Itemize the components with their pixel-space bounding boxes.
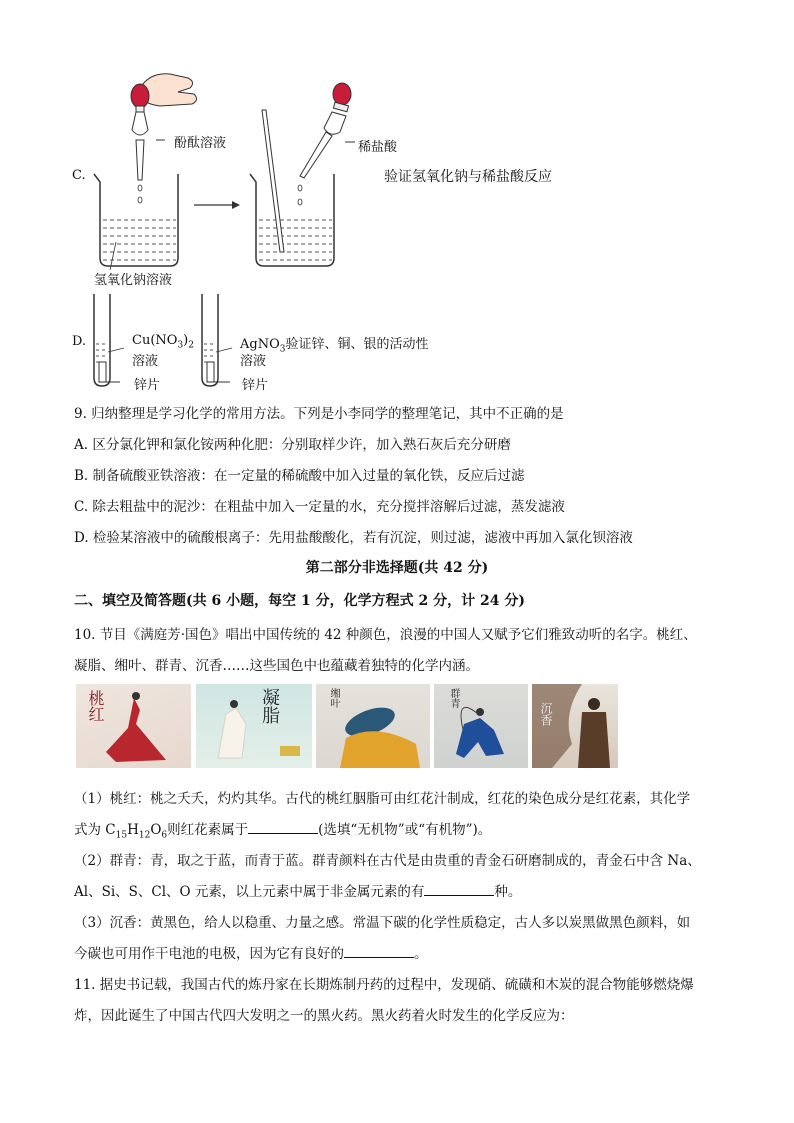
- photo-taohong: 桃红: [76, 684, 191, 768]
- photo-ningzhi: 凝脂: [196, 684, 312, 768]
- answer-blank-2[interactable]: [424, 883, 494, 896]
- tube1-solution-word: 溶液: [132, 354, 159, 369]
- q9-option-c: C. 除去粗盐中的泥沙：在粗盐中加入一定量的水，充分搅拌溶解后过滤，蒸发滤液: [74, 499, 565, 515]
- q11-line2: 炸，因此诞生了中国古代四大发明之一的黑火药。黑火药着火时发生的化学反应为：: [74, 1008, 574, 1024]
- tube2-metal-label: 锌片: [242, 378, 269, 393]
- q11-line1: 11. 据史书记载，我国古代的炼丹家在长期炼制丹药的过程中，发现硝、硫磺和木炭的混合物能够燃烧爆: [74, 977, 694, 993]
- acid-label: 稀盐酸: [358, 140, 398, 155]
- option-c-letter: C.: [72, 168, 86, 183]
- q10-p3-line2: 今碳也可用作干电池的电极，因为它有良好的 。: [74, 946, 428, 962]
- q9-option-a: A. 区分氯化钾和氯化铵两种化肥：分别取样少许，加入熟石灰后充分研磨: [74, 437, 511, 453]
- q9-stem: 9. 归纳整理是学习化学的常用方法。下列是小李同学的整理笔记，其中不正确的是: [74, 406, 564, 422]
- answer-blank-1[interactable]: [248, 821, 318, 834]
- part2-title: 第二部分非选择题(共 42 分): [305, 560, 489, 576]
- tube1-solution-label: $Cu(NO_3)_2$: [132, 333, 194, 351]
- q9-option-b: B. 制备硫酸亚铁溶液：在一定量的稀硫酸中加入过量的氧化铁，反应后过滤: [74, 468, 525, 484]
- q9-option-d: D. 检验某溶液中的硫酸根离子：先用盐酸酸化，若有沉淀，则过滤，滤液中再加入氯化钡溶液: [74, 530, 633, 546]
- tube2-solution-word: 溶液: [240, 354, 267, 369]
- q10-stem-line1: 10. 节目《满庭芳·国色》唱出中国传统的 42 种颜色，浪漫的中国人又赋予它们雅致动听的名字。桃红、: [74, 627, 697, 643]
- q10-stem-line2: 凝脂、缃叶、群青、沉香……这些国色中也蕴藏着独特的化学内涵。: [74, 658, 479, 674]
- q10-p3-line1: （3）沉香：黄黑色，给人以稳重、力量之感。常温下碳的化学性质稳定，古人多以炭黑做黑色颜料，如: [74, 915, 691, 931]
- option-d-letter: D.: [72, 334, 87, 349]
- photo-chenxiang: 沉香: [532, 684, 618, 768]
- q10-p2-line1: （2）群青：青，取之于蓝，而青于蓝。群青颜料在古代是由贵重的青金石研磨制成的，青金石中含 Na、: [74, 853, 701, 869]
- tube2-solution-label: AgNO$_3$验证锌、铜、银的活动性: [240, 337, 429, 355]
- tube1-metal-label: 锌片: [134, 378, 161, 393]
- q10-p2-line2: Al、Si、S、Cl、O 元素，以上元素中属于非金属元素的有 种。: [74, 884, 522, 900]
- photo-qunqing: 群青: [434, 684, 528, 768]
- indicator-label: 酚酞溶液: [174, 136, 227, 151]
- q10-p1-line2: 式为 $C_{15}H_{12}O_6$则红花素属于 (选填“无机物”或“有机物”)。: [74, 822, 492, 841]
- q10-p1-line1: （1）桃红：桃之夭夭，灼灼其华。古代的桃红胭脂可由红花汁制成，红花的染色成分是红花素，其化学: [74, 791, 691, 807]
- base-label: 氢氧化钠溶液: [94, 273, 173, 288]
- answer-blank-3[interactable]: [344, 945, 414, 958]
- section2-title: 二、填空及简答题(共 6 小题，每空 1 分，化学方程式 2 分，计 24 分): [74, 593, 525, 609]
- photo-xiangye: 缃叶: [316, 684, 430, 768]
- option-c-purpose: 验证氢氧化钠与稀盐酸反应: [384, 169, 552, 185]
